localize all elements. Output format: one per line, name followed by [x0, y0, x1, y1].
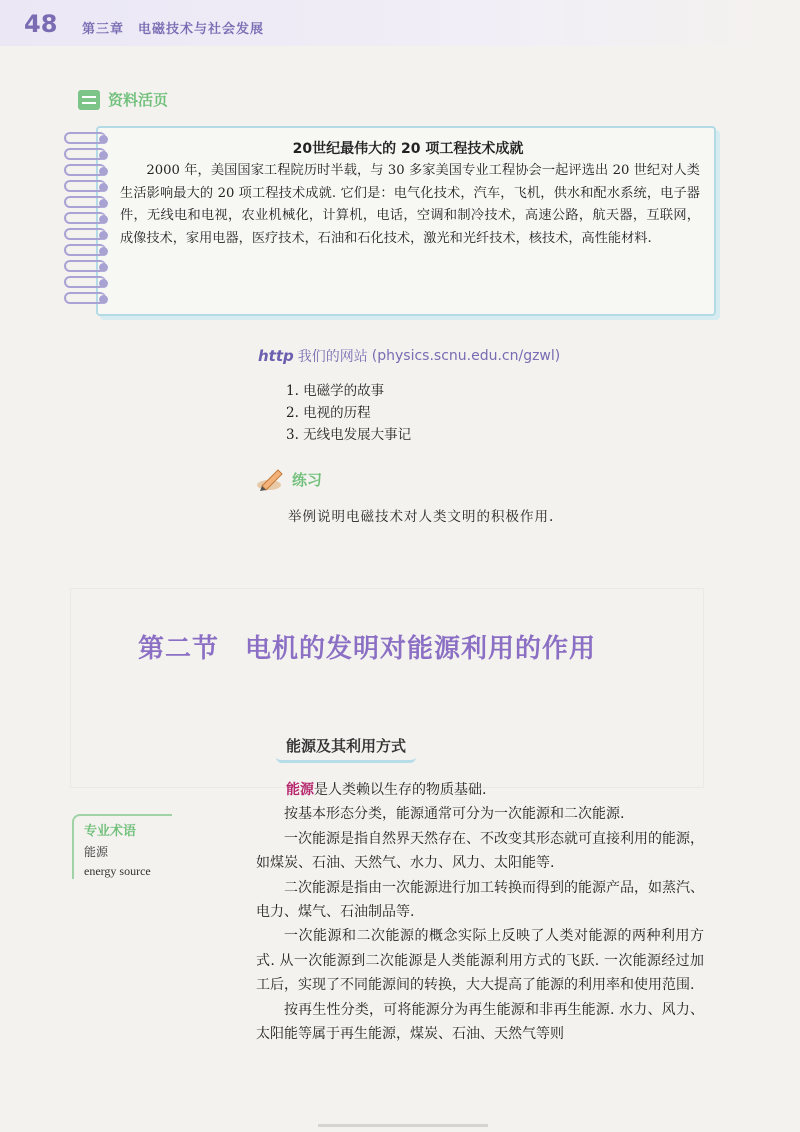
- list-item: 1. 电磁学的故事: [286, 383, 385, 399]
- exercise-question: 举例说明电磁技术对人类文明的积极作用.: [288, 509, 555, 525]
- document-icon: [78, 90, 100, 110]
- term-box: [72, 814, 172, 879]
- pencil-icon: [256, 466, 286, 492]
- chapter-title: 电磁技术与社会发展: [138, 22, 265, 37]
- info-tag-label: 资料活页: [108, 91, 169, 109]
- list-item: 3. 无线电发展大事记: [286, 427, 412, 443]
- paragraph: 按再生性分类，可将能源分为再生能源和非再生能源. 水力、风力、太阳能等属于再生能源，煤炭、石油、天然气等则: [256, 1001, 704, 1043]
- body-text: [256, 778, 704, 1046]
- term-english: energy source: [84, 864, 151, 878]
- website-topic-list: [286, 380, 411, 446]
- highlight-term: 能源: [286, 782, 314, 798]
- exercise-heading: [256, 466, 322, 492]
- website-url[interactable]: (physics.scnu.edu.cn/gzwl): [371, 348, 561, 364]
- term-chinese: 能源: [84, 845, 109, 859]
- paragraph: 一次能源和二次能源的概念实际上反映了人类对能源的两种利用方式. 从一次能源到二次能源是人类能源利用方式的飞跃. 一次能源经过加工后，实现了不同能源间的转换，大大提高了能源的利用率和使用范围.: [256, 928, 704, 994]
- exercise-label: 练习: [292, 470, 323, 489]
- footer-divider: [318, 1124, 488, 1127]
- spiral-binding-icon: [64, 132, 104, 308]
- notebook-body: 2000 年，美国国家工程院历时半载，与 30 多家美国专业工程协会一起评选出 20 世纪对人类生活影响最大的 20 项工程技术成就. 它们是：电气化技术，汽车，飞机，供水和配水系统，电子器件，无线电和电视，农业机械化，计算机，电话，空调和制冷技术，高速公路，航天器，互联网，成像技术，家用电器，医疗技术，石油和石化技术，激光和光纤技术，核技术，高性能材料.: [120, 163, 700, 246]
- chapter-number: 第三章: [82, 22, 125, 37]
- list-item: 2. 电视的历程: [286, 405, 371, 421]
- info-tag: [78, 89, 168, 110]
- paragraph: 按基本形态分类，能源通常可分为一次能源和二次能源.: [284, 806, 625, 823]
- chapter-heading: [82, 18, 278, 37]
- section-number: 第二节: [138, 634, 220, 664]
- website-label: 我们的网站: [297, 349, 368, 365]
- paragraph: 是人类赖以生存的物质基础.: [314, 782, 487, 798]
- http-icon: http: [258, 347, 294, 365]
- website-link[interactable]: [258, 346, 560, 366]
- info-notebook: [96, 126, 716, 316]
- notebook-title: 20世纪最伟大的 20 项工程技术成就: [292, 141, 524, 157]
- subheading: 能源及其利用方式: [276, 733, 416, 763]
- section-title-text: 电机的发明对能源利用的作用: [245, 634, 597, 664]
- paragraph: 二次能源是指由一次能源进行加工转换而得到的能源产品，如蒸汽、电力、煤气、石油制品等.: [256, 879, 704, 921]
- paragraph: 一次能源是指自然界天然存在、不改变其形态就可直接利用的能源，如煤炭、石油、天然气、水力、风力、太阳能等.: [256, 830, 704, 872]
- term-label: 专业术语: [84, 824, 137, 839]
- page-number: 48: [24, 10, 58, 38]
- section-title: [138, 628, 596, 665]
